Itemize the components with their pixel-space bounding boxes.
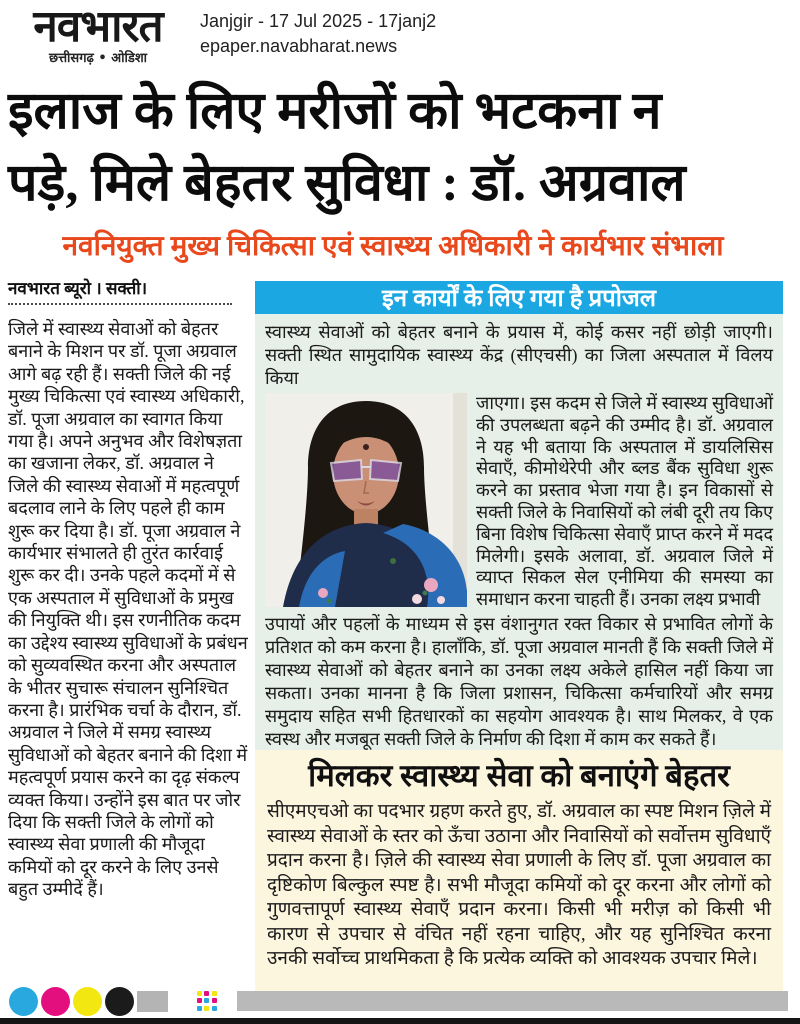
print-dot-black [105,987,134,1016]
print-dot-cyan [9,987,38,1016]
print-dot-yellow [73,987,102,1016]
reg-dot [212,991,217,996]
proposal-text-beside-photo: जाएगा। इस कदम से जिले में स्वास्थ्य सुविधाओं की उपलब्धता बढ़ने की उम्मीद है। डॉ. अग्रवाल ने यह भी बताया कि अस्पताल में डायलिसिस सेवाएँ, कीमोथेरेपी और ब्लड बैंक सुविधा शुरू करने का प्रस्ताव भेजा गया है। इन विकासों से सक्ती जिले के निवासियों को लंबी दूरी तय किए बिना विशेष चिकित्सा सेवाएँ प्राप्त करने में मदद मिलेगी। इसके अलावा, डॉ. अग्रवाल जिले में व्याप्त सिकल सेल एनीमिया की समस्या का समाधान करना चाहती हैं। उनका लक्ष्य प्रभावी [476,393,773,610]
reg-dot [212,1006,217,1011]
byline: नवभारत ब्यूरो । सक्ती। [8,279,148,298]
article-headline [8,76,794,220]
proposal-box-body [255,314,783,760]
bottom-rule [0,1018,800,1024]
proposal-box [255,281,783,760]
edition-date-line: Janjgir - 17 Jul 2025 - 17janj2 [200,11,437,31]
headline-line-1: इलाज के लिए मरीजों को भटकना न [8,83,662,140]
article-subheadline: नवनियुक्त मुख्य चिकित्सा एवं स्वास्थ्य अधिकारी ने कार्यभार संभाला [62,231,724,262]
together-box [255,750,783,996]
lead-paragraph: जिले में स्वास्थ्य सेवाओं को बेहतर बनाने के मिशन पर डॉ. पूजा अग्रवाल आगे बढ़ रही हैं। सक्ती जिले की नई मुख्य चिकित्सा एवं स्वास्थ्य अधिकारी, डॉ. पूजा अग्रवाल का स्वागत किया गया है। अपने अनुभव और विशेषज्ञता का खजाना लेकर, डॉ. अग्रवाल ने जिले की स्वास्थ्य सेवाओं में महत्वपूर्ण बदलाव लाने के लिए पहले ही काम शुरू कर दिया है। डॉ. पूजा अग्रवाल ने कार्यभार संभालते ही तुरंत कार्रवाई शुरू कर दी। उनके पहले कदमों में से एक अस्पताल में सुविधाओं के प्रमुख की नियुक्ति थी। इस रणनीतिक कदम का उद्देश्य स्वास्थ्य सुविधाओं के प्रबंधन को सुव्यवस्थित करना और अस्पताल के भीतर सुचारू संचालन सुनिश्चित करना है। प्रारंभिक चर्चा के दौरान, डॉ. अग्रवाल ने जिले में समग्र स्वास्थ्य सुविधाओं को बेहतर बनाने की दिशा में महत्वपूर्ण प्रयास करने का दृढ़ संकल्प व्यक्त किया। उन्होंने इस बात पर जोर दिया कि सक्ती जिले के लोगों को स्वास्थ्य सेवा प्रणाली की मौजूदा कमियों को दूर करने के लिए उनसे बहुत उम्मीदें हैं। [8,319,248,900]
reg-dot [197,998,202,1003]
portrait-illustration [265,393,467,607]
reg-dot [197,1006,202,1011]
proposal-text-top: स्वास्थ्य सेवाओं को बेहतर बनाने के प्रयास में, कोई कसर नहीं छोड़ी जाएगी। सक्ती स्थित सामुदायिक स्वास्थ्य केंद्र (सीएचसी) का जिला अस्पताल में विलय किया [265,322,773,388]
registration-mark [196,990,218,1012]
reg-dot [204,998,209,1003]
newspaper-logo-text: नवभारत [33,1,163,52]
reg-dot [204,991,209,996]
photo-and-text-row [265,393,773,611]
byline-divider [8,303,232,305]
footer-gray-bar [237,991,788,1011]
epaper-site-line: epaper.navabharat.news [200,36,398,56]
headline-line-2: पड़े, मिले बेहतर सुविधा : डॉ. अग्रवाल [8,155,686,212]
proposal-box-header: इन कार्यों के लिए गया है प्रपोजल [255,281,783,314]
together-box-body: सीएमएचओ का पदभार ग्रहण करते हुए, डॉ. अग्रवाल का स्पष्ट मिशन ज़िले में स्वास्थ्य सेवाओं के स्तर को ऊँचा उठाना और निवासियों को सर्वोत्तम सुविधाएँ प्रदान करना है। ज़िले की स्वास्थ्य सेवा प्रणाली के लिए डॉ. पूजा अग्रवाल का दृष्टिकोण बिल्कुल स्पष्ट है। सभी मौजूदा कमियों को दूर करना और लोगों को गुणवत्तापूर्ण स्वास्थ्य सेवाएँ प्रदान करना। किसी भी मरीज़ को किसी भी कारण से उपचार से वंचित नहीं रहना चाहिए, और यह सुनिश्चित करना उनकी सर्वोच्च प्राथमिकता है कि प्रत्येक व्यक्ति को आवश्यक उपचार मिले। [267,801,771,969]
reg-dot [197,991,202,996]
newspaper-region-label: छत्तीसगढ़ • ओडिशा [48,51,148,66]
proposal-text-below-photo: उपायों और पहलों के माध्यम से इस वंशानुगत रक्त विकार से प्रभावित लोगों के प्रतिशत को कम करना है। हालाँकि, डॉ. पूजा अग्रवाल मानती हैं कि सक्ती जिले में स्वास्थ्य सेवाओं को बेहतर बनाने का उनका लक्ष्य अकेले हासिल नहीं किया जा सकता। उनका मानना है कि जिला प्रशासन, चिकित्सा कर्मचारियों और समग्र समुदाय सहित सभी हितधारकों का सहयोग आवश्यक है। साथ मिलकर, वे एक स्वस्थ और मजबूत सक्ती जिले के निर्माण की दिशा में काम कर सकते हैं। [265,613,773,749]
print-dot-magenta [41,987,70,1016]
edition-info [200,9,436,59]
footer-gray-box [137,991,168,1012]
masthead [8,1,788,76]
photo-dr-puja-agrawal [265,393,467,607]
reg-dot [204,1006,209,1011]
newspaper-logo [8,1,188,67]
together-box-header: मिलकर स्वास्थ्य सेवा को बनाएंगे बेहतर [308,758,730,793]
reg-dot [212,998,217,1003]
